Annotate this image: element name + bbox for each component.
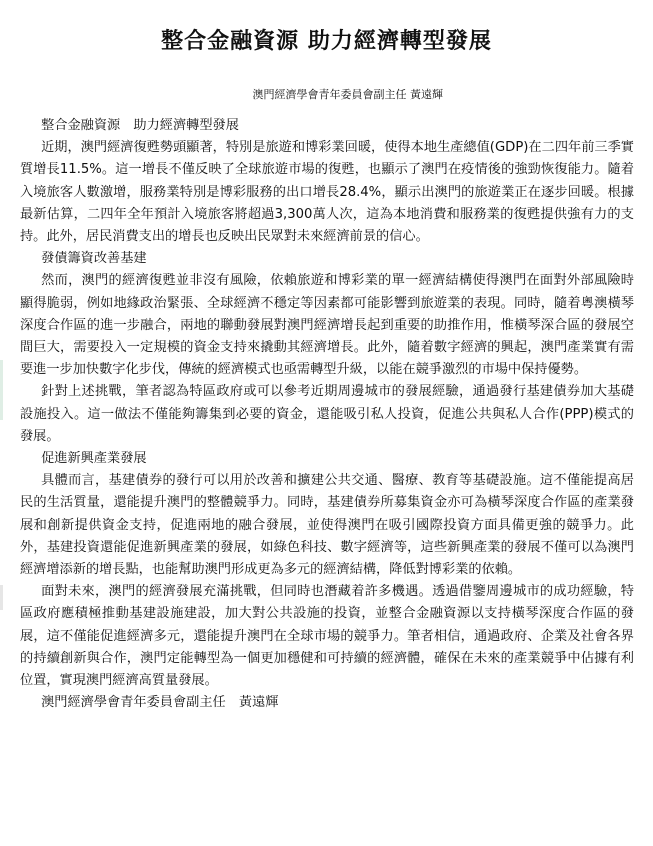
margin-mark (0, 360, 3, 420)
article-body (20, 115, 634, 714)
margin-mark (0, 585, 3, 610)
section-subheading: 促進新興產業發展 (41, 451, 147, 467)
paragraph: 具體而言，基建債券的發行可以用於改善和擴建公共交通、醫療、教育等基礎設施。這不僅能提高居民的生活質量，還能提升澳門的整體競爭力。同時，基建債券所募集資金亦可為橫琴深度合作區的產業發展和創新提供資金支持，促進兩地的融合發展，並使得澳門在吸引國際投資方面具備更強的競爭力。此外，基建投資還能促進新興產業的發展，如綠色科技、數字經濟等，這些新興產業的發展不僅可以為澳門經濟增添新的增長點，也能幫助澳門形成更為多元的經濟結構，降低對博彩業的依賴。 (20, 473, 634, 578)
article-title: 整合金融資源 助力經濟轉型發展 (161, 29, 492, 54)
section-subheading: 整合金融資源 助力經濟轉型發展 (41, 118, 239, 133)
paragraph: 然而，澳門的經濟復甦並非沒有風險，依賴旅遊和博彩業的單一經濟結構使得澳門在面對外部風險時顯得脆弱，例如地緣政治緊張、全球經濟不穩定等因素都可能影響到旅遊業的表現。同時，隨着粵澳橫琴深度合作區的進一步融合，兩地的聯動發展對澳門經濟增長起到重要的助推作用，惟橫琴深合區的發展空間巨大，需要投入一定規模的資金支持來撬動其經濟增長。此外，隨着數字經濟的興起，澳門產業實有需要進一步加快數字化步伐，傳統的經濟模式也亟需轉型升級，以能在競爭激烈的市場中保持優勢。 (20, 273, 634, 378)
section-subheading: 發債籌資改善基建 (41, 251, 147, 267)
paragraph: 針對上述挑戰，筆者認為特區政府或可以參考近期周邊城市的發展經驗，通過發行基建債券加大基礎設施投入。這一做法不僅能夠籌集到必要的資金，還能吸引私人投資，促進公共與私人合作(PPP)模式的發展。 (20, 384, 634, 444)
author-signature: 澳門經濟學會青年委員會副主任 黃遠輝 (41, 695, 279, 711)
paragraph: 面對未來，澳門的經濟發展充滿挑戰，但同時也潛藏着許多機遇。透過借鑒周邊城市的成功經驗，特區政府應積極推動基建設施建設，加大對公共設施的投資，並整合金融資源以支持橫琴深度合作區的發展，這不僅能促進經濟多元，還能提升澳門在全球市場的競爭力。筆者相信，通過政府、企業及社會各界的持續創新與合作，澳門定能轉型為一個更加穩健和可持續的經濟體，確保在未來的產業競爭中佔據有利位置，實現澳門經濟高質量發展。 (20, 584, 634, 689)
article-byline: 澳門經濟學會青年委員會副主任 黃遠輝 (252, 88, 443, 101)
paragraph: 近期，澳門經濟復甦勢頭顯著，特別是旅遊和博彩業回暖，使得本地生產總值(GDP)在二四年前三季實質增長11.5%。這一增長不僅反映了全球旅遊市場的復甦，也顯示了澳門在疫情後的強勁恢復能力。隨着入境旅客人數激增，服務業特別是博彩服務的出口增長28.4%，顯示出澳門的旅遊業正在逐步回暖。根據最新估算，二四年全年預計入境旅客將超過3,300萬人次，這為本地消費和服務業的復甦提供強有力的支持。此外，居民消費支出的增長也反映出民眾對未來經濟前景的信心。 (20, 140, 634, 245)
